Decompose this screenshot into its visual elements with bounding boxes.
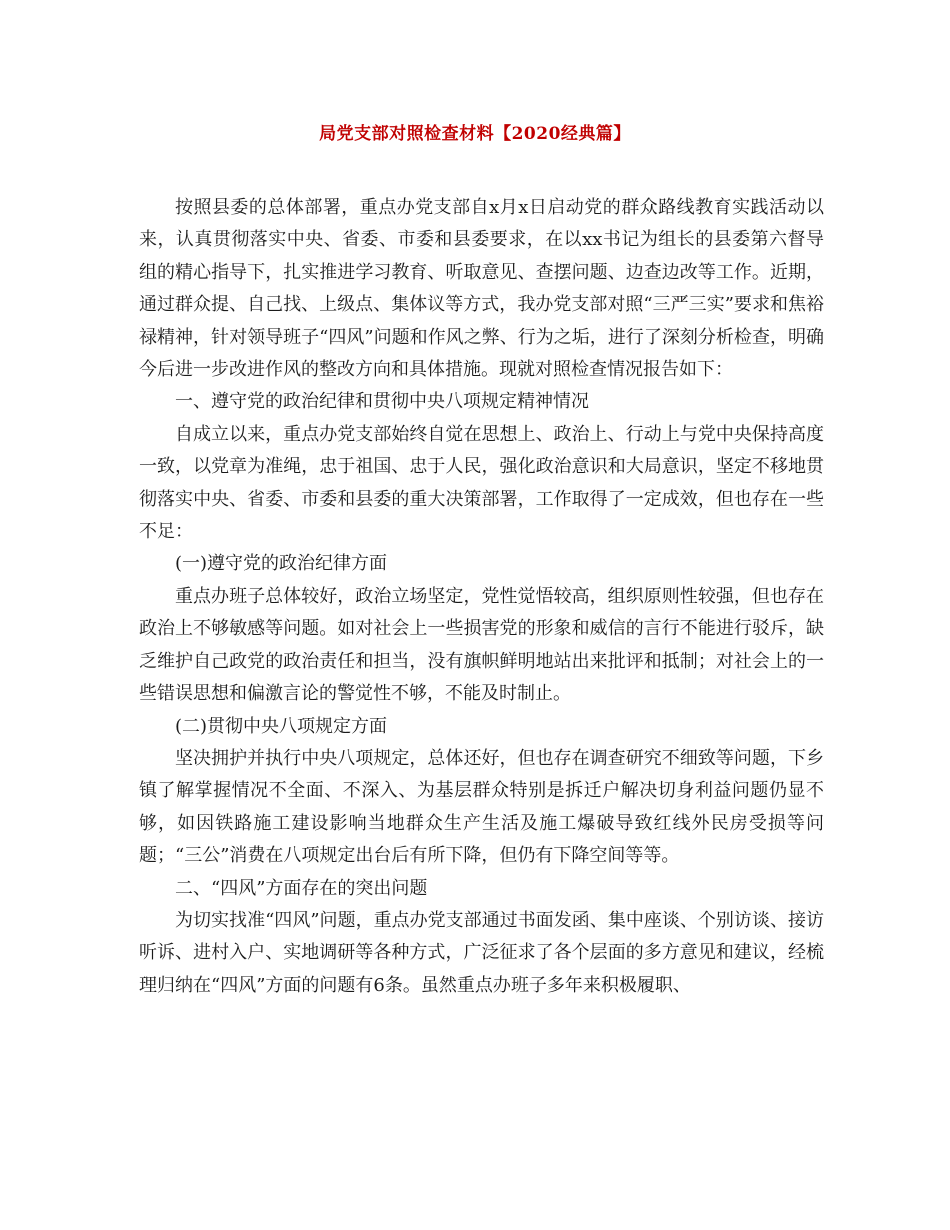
subsection-heading-1: (一)遵守党的政治纪律方面 xyxy=(175,553,388,575)
section-heading-1: 一、遵守党的政治纪律和贯彻中央八项规定精神情况 xyxy=(175,391,589,413)
paragraph-section-1: 自成立以来，重点办党支部始终自觉在思想上、政治上、行动上与党中央保持高度一致，以党章为准绳，忠于祖国、忠于人民，强化政治意识和大局意识，坚定不移地贯彻落实中央、省委、市委和县委的重大决策部署，工作取得了一定成效，但也存在一些不足： xyxy=(139,423,824,543)
paragraph-intro: 按照县委的总体部署，重点办党支部自x月x日启动党的群众路线教育实践活动以来，认真贯彻落实中央、省委、市委和县委要求，在以xx书记为组长的县委第六督导组的精心指导下，扎实推进学习教育、听取意见、查摆问题、边查边改等工作。近期，通过群众提、自己找、上级点、集体议等方式，我办党支部对照“三严三实”要求和焦裕禄精神，针对领导班子“四风”问题和作风之弊、行为之垢，进行了深刻分析检查，明确今后进一步改进作风的整改方向和具体措施。现就对照检查情况报告如下： xyxy=(139,197,824,381)
paragraph-subsection-2: 坚决拥护并执行中央八项规定，总体还好，但也存在调查研究不细致等问题，下乡镇了解掌握情况不全面、不深入、为基层群众特别是拆迁户解决切身利益问题仍显不够，如因铁路施工建设影响当地群众生产生活及施工爆破导致红线外民房受损等问题；“三公”消费在八项规定出台后有所下降，但仍有下降空间等等。 xyxy=(139,747,824,867)
paragraph-subsection-1: 重点办班子总体较好，政治立场坚定，党性觉悟较高，组织原则性较强，但也存在政治上不够敏感等问题。如对社会上一些损害党的形象和威信的言行不能进行驳斥，缺乏维护自己政党的政治责任和担当，没有旗帜鲜明地站出来批评和抵制；对社会上的一些错误思想和偏激言论的警觉性不够，不能及时制止。 xyxy=(139,585,824,705)
document-title: 局党支部对照检查材料【2020经典篇】 xyxy=(319,124,631,144)
section-heading-2: 二、“四风”方面存在的突出问题 xyxy=(175,877,428,899)
subsection-heading-2: (二)贯彻中央八项规定方面 xyxy=(175,715,388,737)
paragraph-section-2: 为切实找准“四风”问题，重点办党支部通过书面发函、集中座谈、个别访谈、接访听诉、进村入户、实地调研等各种方式，广泛征求了各个层面的多方意见和建议，经梳理归纳在“四风”方面的问题有6条。虽然重点办班子多年来积极履职、 xyxy=(139,909,824,996)
document-body xyxy=(139,192,824,1002)
